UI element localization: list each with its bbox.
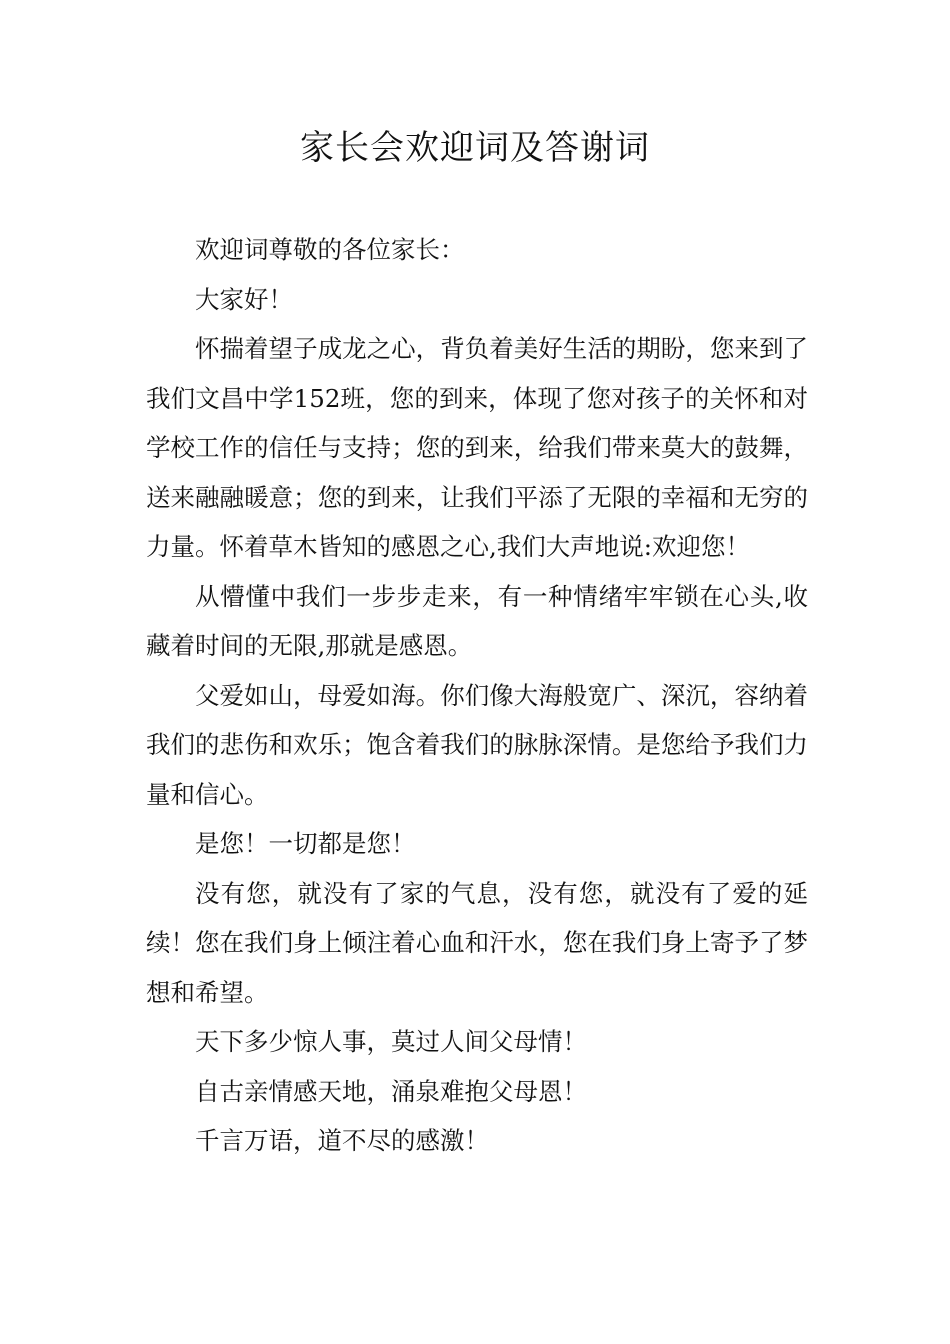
paragraph-it-is-you: 是您！一切都是您！ bbox=[195, 829, 416, 858]
paragraph-salutation: 欢迎词尊敬的各位家长： bbox=[195, 235, 465, 264]
paragraph-parental-love: 父爱如山，母爱如海。你们像大海般宽广、深沉，容纳着我们的悲伤和欢乐；饱含着我们的脉脉深情。是您给予我们力量和信心。 bbox=[146, 680, 808, 809]
paragraph-greeting: 大家好！ bbox=[195, 284, 293, 314]
paragraph-without-you: 没有您，就没有了家的气息，没有您，就没有了爱的延续！您在我们身上倾注着心血和汗水，您在我们身上寄予了梦想和希望。 bbox=[146, 878, 808, 1007]
paragraph-verse-2: 自古亲情感天地，涌泉难抱父母恩！ bbox=[195, 1076, 587, 1106]
paragraph-welcome: 怀揣着望子成龙之心，背负着美好生活的期盼，您来到了我们文昌中学152班，您的到来，体现了您对孩子的关怀和对学校工作的信任与支持；您的到来，给我们带来莫大的鼓舞，送来融融暖意；您的到来，让我们平添了无限的幸福和无穷的力量。怀着草木皆知的感恩之心,我们大声地说:欢迎您！ bbox=[146, 334, 808, 561]
document-title: 家长会欢迎词及答谢词 bbox=[300, 128, 650, 168]
paragraph-gratitude: 从懵懂中我们一步步走来，有一种情绪牢牢锁在心头,收藏着时间的无限,那就是感恩。 bbox=[146, 581, 808, 660]
paragraph-closing: 千言万语，道不尽的感激！ bbox=[195, 1126, 489, 1155]
document-body bbox=[146, 225, 808, 1166]
paragraph-verse-1: 天下多少惊人事，莫过人间父母情！ bbox=[195, 1027, 587, 1056]
